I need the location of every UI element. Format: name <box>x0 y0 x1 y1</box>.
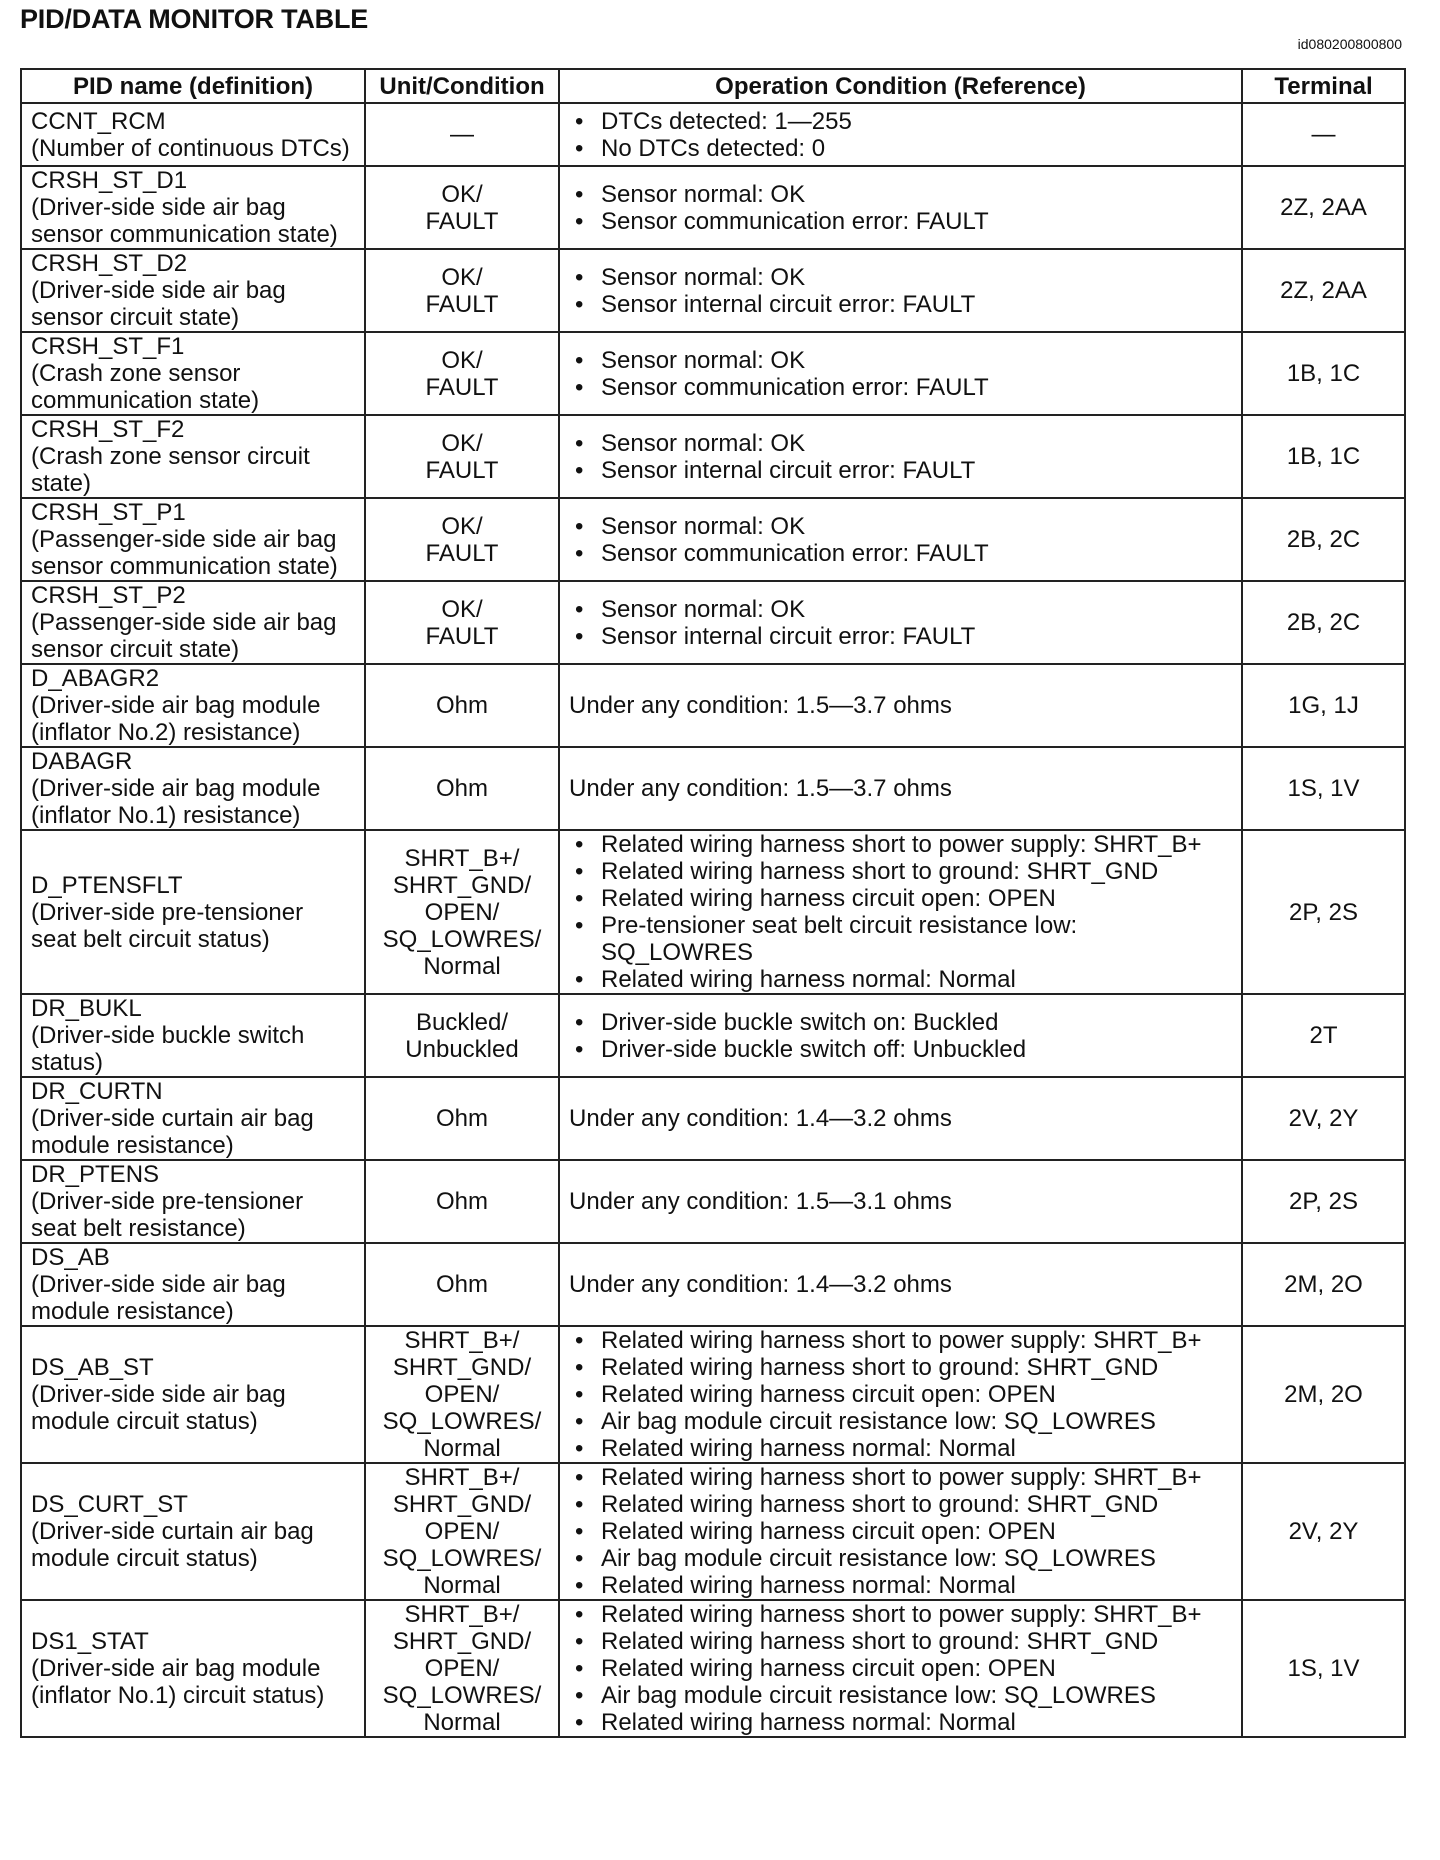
condition-list <box>569 430 1232 484</box>
pid-name-cell <box>21 415 365 498</box>
operation-condition-cell <box>559 1077 1242 1160</box>
condition-item: • Related wiring harness normal: Normal <box>569 1709 1232 1736</box>
condition-list <box>569 1464 1232 1599</box>
condition-list <box>569 108 1232 162</box>
unit-condition-cell <box>365 830 559 994</box>
pid-name-cell <box>21 747 365 830</box>
pid-code: CRSH_ST_F1 <box>31 333 185 360</box>
condition-item: • Related wiring harness short to ground: SHRT_GND <box>569 1491 1232 1518</box>
table-row <box>21 166 1405 249</box>
unit-value: OK/ <box>441 346 483 374</box>
condition-list <box>569 1009 1232 1063</box>
unit-value: Ohm <box>435 1271 488 1298</box>
header-pid-name: PID name (definition) <box>21 69 365 103</box>
condition-item: • Driver-side buckle switch off: Unbuckled <box>569 1036 1232 1063</box>
terminal-cell: 1S, 1V <box>1242 1600 1405 1737</box>
pid-definition: (Driver-side side air bag module circuit status) <box>31 1381 286 1435</box>
table-row <box>21 994 1405 1077</box>
terminal-cell: 1B, 1C <box>1242 415 1405 498</box>
table-row <box>21 1077 1405 1160</box>
condition-item: • Sensor normal: OK <box>569 264 1232 291</box>
table-row <box>21 415 1405 498</box>
header-operation-condition: Operation Condition (Reference) <box>559 69 1242 103</box>
operation-condition-cell <box>559 1243 1242 1326</box>
operation-condition-cell <box>559 332 1242 415</box>
unit-value: SQ_LOWRES/ <box>382 1682 542 1709</box>
condition-text: Under any condition: 1.5—3.1 ohms <box>569 1188 952 1215</box>
terminal-cell: 2B, 2C <box>1242 581 1405 664</box>
table-row <box>21 1600 1405 1737</box>
unit-value: OK/ <box>441 429 483 457</box>
condition-item: • Related wiring harness normal: Normal <box>569 966 1232 993</box>
pid-name-cell <box>21 498 365 581</box>
terminal-cell: 2M, 2O <box>1242 1326 1405 1463</box>
pid-code: DR_BUKL <box>31 995 142 1022</box>
condition-item: • Air bag module circuit resistance low: SQ_LOWRES <box>569 1545 1232 1572</box>
operation-condition-cell <box>559 103 1242 166</box>
pid-definition: (Driver-side pre-tensioner seat belt circuit status) <box>31 898 304 953</box>
unit-value: Unbuckled <box>405 1035 519 1063</box>
unit-condition-cell <box>365 994 559 1077</box>
condition-item: • Sensor normal: OK <box>569 513 1232 540</box>
operation-condition-cell <box>559 747 1242 830</box>
pid-definition: (Driver-side curtain air bag module resistance) <box>31 1105 314 1159</box>
condition-item: • Sensor communication error: FAULT <box>569 374 1232 401</box>
unit-value: FAULT <box>425 622 499 650</box>
pid-name-cell <box>21 249 365 332</box>
unit-value: OPEN/ <box>424 898 500 926</box>
header-unit-condition: Unit/Condition <box>365 69 559 103</box>
condition-list <box>569 347 1232 401</box>
pid-code: CRSH_ST_D2 <box>31 250 188 277</box>
condition-item: • Driver-side buckle switch on: Buckled <box>569 1009 1232 1036</box>
pid-name-cell <box>21 332 365 415</box>
unit-value: OPEN/ <box>424 1655 500 1682</box>
pid-code: CRSH_ST_P1 <box>31 499 186 526</box>
pid-definition: (Passenger-side side air bag sensor communication state) <box>31 526 338 580</box>
unit-value: SHRT_B+/ <box>404 844 520 872</box>
unit-value: Ohm <box>435 775 488 802</box>
condition-item: • Sensor normal: OK <box>569 347 1232 374</box>
table-row <box>21 1243 1405 1326</box>
pid-name-cell <box>21 1077 365 1160</box>
terminal-cell: 2Z, 2AA <box>1242 166 1405 249</box>
condition-list <box>569 513 1232 567</box>
unit-value: FAULT <box>425 290 499 318</box>
terminal-cell: 2M, 2O <box>1242 1243 1405 1326</box>
table-header-row <box>21 69 1405 103</box>
unit-value: Normal <box>423 1572 501 1599</box>
table-row <box>21 103 1405 166</box>
pid-definition: (Crash zone sensor communication state) <box>31 360 260 414</box>
unit-condition-cell <box>365 1463 559 1600</box>
unit-value: OK/ <box>441 512 483 540</box>
unit-value: OK/ <box>441 263 483 291</box>
condition-item: • Sensor communication error: FAULT <box>569 540 1232 567</box>
pid-code: CCNT_RCM <box>31 107 166 135</box>
condition-list <box>569 1601 1232 1736</box>
pid-definition: (Number of continuous DTCs) <box>31 134 350 162</box>
unit-condition-cell <box>365 581 559 664</box>
terminal-cell: 1B, 1C <box>1242 332 1405 415</box>
condition-text: Under any condition: 1.4—3.2 ohms <box>569 1271 952 1298</box>
unit-condition-cell <box>365 664 559 747</box>
unit-value: Ohm <box>435 692 488 719</box>
unit-value: SHRT_GND/ <box>392 871 532 899</box>
terminal-cell: 1S, 1V <box>1242 747 1405 830</box>
unit-condition-cell <box>365 103 559 166</box>
pid-code: DR_CURTN <box>31 1078 163 1105</box>
unit-value: SQ_LOWRES/ <box>382 1545 542 1572</box>
pid-definition: (Driver-side side air bag module resistance) <box>31 1271 286 1325</box>
unit-value: SQ_LOWRES/ <box>382 1408 542 1435</box>
pid-code: DR_PTENS <box>31 1161 160 1188</box>
condition-item: • Air bag module circuit resistance low: SQ_LOWRES <box>569 1408 1232 1435</box>
unit-value: SHRT_B+/ <box>404 1327 520 1354</box>
condition-item: • Related wiring harness circuit open: OPEN <box>569 1381 1232 1408</box>
terminal-cell: 2T <box>1242 994 1405 1077</box>
unit-value: OK/ <box>441 595 483 623</box>
condition-list <box>569 181 1232 235</box>
operation-condition-cell <box>559 994 1242 1077</box>
pid-definition: (Driver-side pre-tensioner seat belt resistance) <box>31 1188 304 1242</box>
terminal-cell: 2P, 2S <box>1242 1160 1405 1243</box>
pid-name-cell <box>21 1326 365 1463</box>
table-row <box>21 332 1405 415</box>
operation-condition-cell <box>559 1160 1242 1243</box>
pid-name-cell <box>21 581 365 664</box>
pid-name-cell <box>21 664 365 747</box>
condition-item: • Pre-tensioner seat belt circuit resistance low: SQ_LOWRES <box>569 912 1232 966</box>
operation-condition-cell <box>559 498 1242 581</box>
operation-condition-cell <box>559 1600 1242 1737</box>
condition-item: • Related wiring harness normal: Normal <box>569 1435 1232 1462</box>
terminal-cell: 2V, 2Y <box>1242 1463 1405 1600</box>
unit-condition-cell <box>365 747 559 830</box>
unit-value: Normal <box>423 1709 501 1736</box>
unit-value: SHRT_GND/ <box>392 1628 532 1655</box>
document-id: id080200800800 <box>1297 36 1402 52</box>
condition-item: • Related wiring harness short to ground: SHRT_GND <box>569 858 1232 885</box>
operation-condition-cell <box>559 830 1242 994</box>
table-row <box>21 664 1405 747</box>
unit-condition-cell <box>365 1326 559 1463</box>
condition-list <box>569 831 1232 993</box>
unit-value: Buckled/ <box>415 1008 509 1036</box>
terminal-cell: 2V, 2Y <box>1242 1077 1405 1160</box>
unit-condition-cell <box>365 332 559 415</box>
condition-item: • Sensor internal circuit error: FAULT <box>569 623 1232 650</box>
condition-list <box>569 264 1232 318</box>
unit-condition-cell <box>365 1243 559 1326</box>
pid-name-cell <box>21 1463 365 1600</box>
unit-condition-cell <box>365 249 559 332</box>
operation-condition-cell <box>559 1463 1242 1600</box>
unit-value: — <box>450 121 474 148</box>
unit-value: SHRT_B+/ <box>404 1464 520 1491</box>
unit-value: SHRT_B+/ <box>404 1601 520 1628</box>
pid-code: DS1_STAT <box>31 1628 149 1655</box>
condition-text: Under any condition: 1.5—3.7 ohms <box>569 692 952 719</box>
condition-item: • DTCs detected: 1—255 <box>569 108 1232 135</box>
operation-condition-cell <box>559 249 1242 332</box>
terminal-cell: 2Z, 2AA <box>1242 249 1405 332</box>
condition-item: • Related wiring harness circuit open: OPEN <box>569 885 1232 912</box>
pid-definition: (Driver-side side air bag sensor circuit state) <box>31 277 286 331</box>
condition-item: • Sensor communication error: FAULT <box>569 208 1232 235</box>
condition-item: • Air bag module circuit resistance low: SQ_LOWRES <box>569 1682 1232 1709</box>
pid-definition: (Driver-side air bag module (inflator No.1) circuit status) <box>31 1655 325 1709</box>
pid-data-monitor-table <box>20 68 1406 1738</box>
unit-value: SHRT_GND/ <box>392 1354 532 1381</box>
pid-code: DS_AB <box>31 1244 110 1271</box>
pid-definition: (Driver-side curtain air bag module circuit status) <box>31 1518 314 1572</box>
unit-condition-cell <box>365 166 559 249</box>
condition-item: • Related wiring harness short to power supply: SHRT_B+ <box>569 1327 1232 1354</box>
unit-value: SQ_LOWRES/ <box>382 925 542 953</box>
pid-name-cell <box>21 1600 365 1737</box>
condition-item: • Related wiring harness circuit open: OPEN <box>569 1655 1232 1682</box>
unit-condition-cell <box>365 1600 559 1737</box>
condition-item: • Related wiring harness short to power supply: SHRT_B+ <box>569 831 1232 858</box>
operation-condition-cell <box>559 664 1242 747</box>
pid-code: DS_AB_ST <box>31 1354 154 1381</box>
unit-value: OPEN/ <box>424 1381 500 1408</box>
pid-code: DS_CURT_ST <box>31 1491 188 1518</box>
pid-definition: (Driver-side air bag module (inflator No.1) resistance) <box>31 775 321 829</box>
condition-item: • Sensor normal: OK <box>569 181 1232 208</box>
table-row <box>21 747 1405 830</box>
pid-code: D_ABAGR2 <box>31 665 160 692</box>
unit-value: OK/ <box>441 180 483 208</box>
terminal-cell: 1G, 1J <box>1242 664 1405 747</box>
condition-item: • Related wiring harness short to power supply: SHRT_B+ <box>569 1601 1232 1628</box>
terminal-cell: 2P, 2S <box>1242 830 1405 994</box>
pid-name-cell <box>21 166 365 249</box>
condition-text: Under any condition: 1.4—3.2 ohms <box>569 1105 952 1132</box>
unit-value: FAULT <box>425 539 499 567</box>
pid-definition: (Crash zone sensor circuit state) <box>31 443 310 497</box>
pid-name-cell <box>21 1160 365 1243</box>
condition-item: • Sensor normal: OK <box>569 430 1232 457</box>
unit-value: Ohm <box>435 1188 488 1215</box>
table-row <box>21 581 1405 664</box>
pid-name-cell <box>21 994 365 1077</box>
pid-definition: (Passenger-side side air bag sensor circuit state) <box>31 609 337 663</box>
unit-value: SHRT_GND/ <box>392 1491 532 1518</box>
pid-name-cell <box>21 830 365 994</box>
pid-name-cell <box>21 1243 365 1326</box>
operation-condition-cell <box>559 1326 1242 1463</box>
table-row <box>21 498 1405 581</box>
operation-condition-cell <box>559 166 1242 249</box>
table-row <box>21 1463 1405 1600</box>
unit-condition-cell <box>365 498 559 581</box>
operation-condition-cell <box>559 415 1242 498</box>
pid-name-cell <box>21 103 365 166</box>
condition-item: • Related wiring harness short to ground: SHRT_GND <box>569 1628 1232 1655</box>
terminal-cell: — <box>1242 103 1405 166</box>
pid-code: CRSH_ST_P2 <box>31 582 186 609</box>
operation-condition-cell <box>559 581 1242 664</box>
pid-code: D_PTENSFLT <box>31 871 183 899</box>
header-terminal: Terminal <box>1242 69 1405 103</box>
condition-item: • Related wiring harness normal: Normal <box>569 1572 1232 1599</box>
condition-item: • Sensor internal circuit error: FAULT <box>569 457 1232 484</box>
unit-condition-cell <box>365 1077 559 1160</box>
pid-code: CRSH_ST_F2 <box>31 416 185 443</box>
pid-definition: (Driver-side buckle switch status) <box>31 1022 305 1076</box>
condition-item: • Related wiring harness circuit open: OPEN <box>569 1518 1232 1545</box>
table-row <box>21 830 1405 994</box>
unit-value: FAULT <box>425 456 499 484</box>
condition-item: • No DTCs detected: 0 <box>569 135 1232 162</box>
condition-list <box>569 1327 1232 1462</box>
condition-list <box>569 596 1232 650</box>
unit-condition-cell <box>365 415 559 498</box>
table-row <box>21 1326 1405 1463</box>
unit-value: FAULT <box>425 373 499 401</box>
pid-definition: (Driver-side air bag module (inflator No.2) resistance) <box>31 692 321 746</box>
pid-code: CRSH_ST_D1 <box>31 167 188 194</box>
table-row <box>21 249 1405 332</box>
unit-value: Ohm <box>435 1105 488 1132</box>
table-row <box>21 1160 1405 1243</box>
unit-condition-cell <box>365 1160 559 1243</box>
unit-value: Normal <box>423 1435 501 1462</box>
page-title: PID/DATA MONITOR TABLE <box>20 4 369 34</box>
pid-code: DABAGR <box>31 748 133 775</box>
condition-item: • Sensor internal circuit error: FAULT <box>569 291 1232 318</box>
condition-item: • Related wiring harness short to power supply: SHRT_B+ <box>569 1464 1232 1491</box>
unit-value: FAULT <box>425 207 499 235</box>
condition-item: • Sensor normal: OK <box>569 596 1232 623</box>
unit-value: Normal <box>423 952 501 980</box>
unit-value: OPEN/ <box>424 1518 500 1545</box>
table-body <box>21 103 1405 1737</box>
terminal-cell: 2B, 2C <box>1242 498 1405 581</box>
condition-text: Under any condition: 1.5—3.7 ohms <box>569 775 952 802</box>
pid-definition: (Driver-side side air bag sensor communication state) <box>31 194 338 248</box>
condition-item: • Related wiring harness short to ground: SHRT_GND <box>569 1354 1232 1381</box>
